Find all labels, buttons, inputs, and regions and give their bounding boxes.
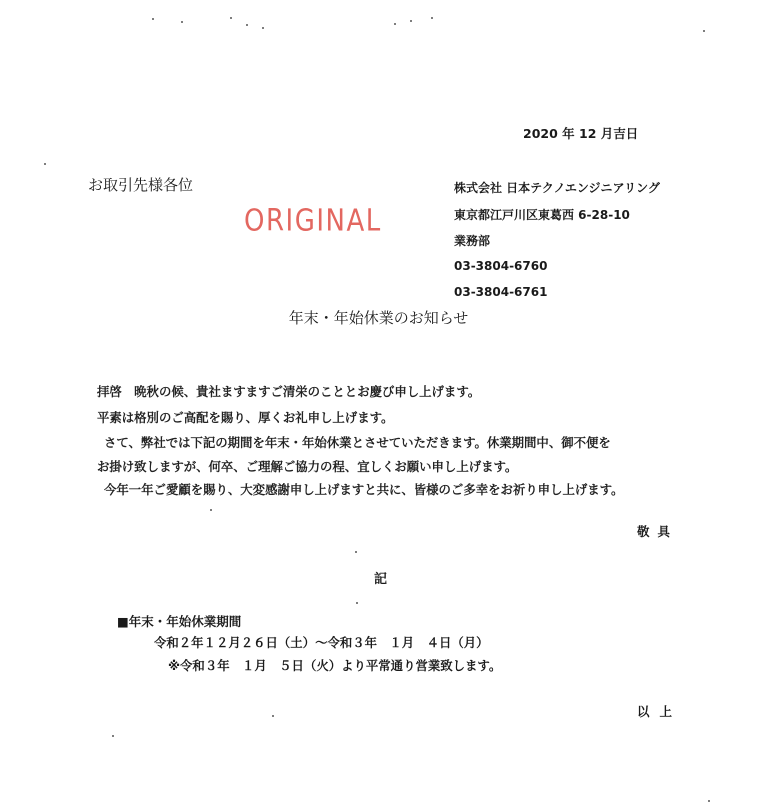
holiday-period-heading: ■年末・年始休業期間 — [117, 614, 242, 629]
scan-speck — [410, 20, 412, 22]
end-mark: 以上 — [637, 704, 683, 719]
scan-speck — [152, 18, 154, 20]
body-line: さて、弊社では下記の期間を年末・年始休業とさせていただきます。休業期間中、御不便を — [104, 435, 611, 450]
scan-speck — [210, 509, 212, 511]
holiday-period: 令和２年１２月２６日（土）～令和３年 １月 ４日（月） — [154, 635, 489, 650]
scan-speck — [230, 17, 232, 19]
scan-speck — [703, 30, 705, 32]
resume-note: ※令和３年 １月 ５日（火）より平常通り営業致します。 — [168, 658, 502, 673]
sender-company: 株式会社 日本テクノエンジニアリング — [454, 181, 660, 195]
recipient: お取引先様各位 — [88, 176, 194, 194]
scan-speck — [355, 551, 357, 553]
ki-heading: 記 — [374, 572, 388, 587]
notice-title-wrap — [0, 307, 767, 328]
scan-speck — [394, 23, 396, 25]
notice-title: 年末・年始休業のお知らせ — [288, 309, 469, 327]
scan-speck — [431, 17, 433, 19]
sender-department: 業務部 — [454, 234, 491, 248]
scan-speck — [246, 24, 248, 26]
scan-speck — [272, 715, 274, 717]
body-line: お掛け致しますが、何卒、ご理解ご協力の程、宜しくお願い申し上げます。 — [97, 459, 518, 474]
body-line: 拝啓 晩秋の候、貴社ますますご清栄のこととお慶び申し上げます。 — [97, 384, 481, 399]
original-stamp: ORIGINAL — [244, 204, 382, 239]
scan-speck — [708, 800, 710, 802]
scan-speck — [44, 163, 46, 165]
sender-phone: 03-3804-6760 — [454, 259, 548, 273]
body-line: 今年一年ご愛顧を賜り、大変感謝申し上げますと共に、皆様のご多幸をお祈り申し上げます。 — [104, 482, 624, 497]
sender-address: 東京都江戸川区東葛西 6-28-10 — [454, 208, 630, 222]
issue-date: 2020 年 12 月吉日 — [523, 126, 639, 141]
closing-phrase: 敬具 — [637, 524, 679, 539]
scan-speck — [262, 27, 264, 29]
body-line: 平素は格別のご高配を賜り、厚くお礼申し上げます。 — [97, 410, 394, 425]
sender-fax: 03-3804-6761 — [454, 285, 548, 299]
scan-speck — [356, 602, 358, 604]
scan-speck — [181, 21, 183, 23]
scan-speck — [112, 735, 114, 737]
